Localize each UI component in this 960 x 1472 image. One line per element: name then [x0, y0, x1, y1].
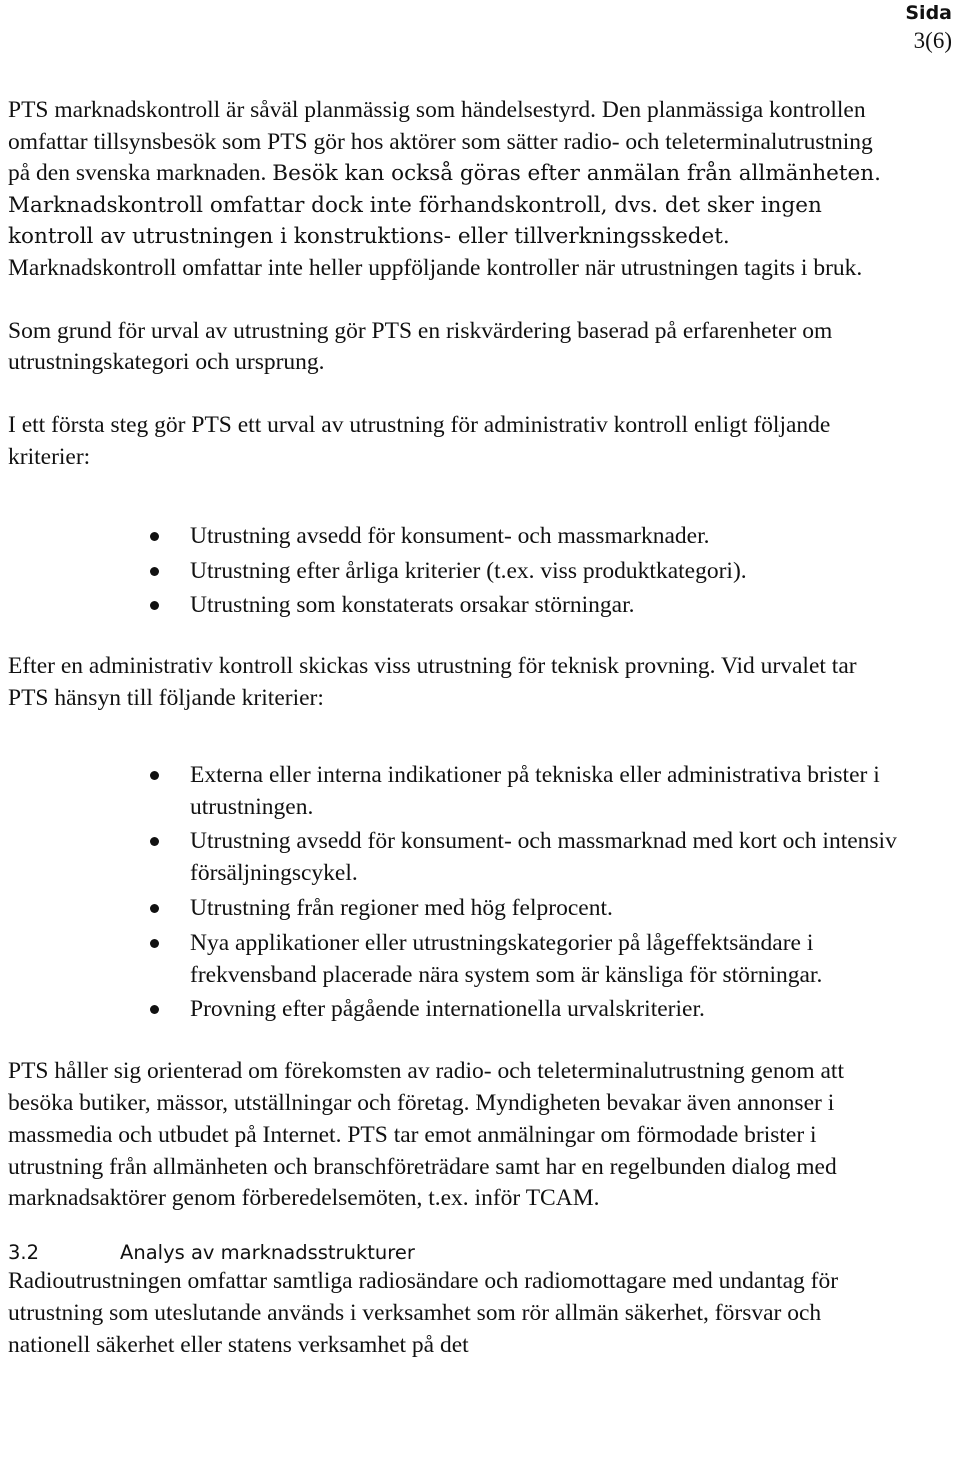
list-item-text: Utrustning som konstaterats orsakar störningar.	[190, 592, 635, 619]
list-item-text: Externa eller interna indikationer på tekniska eller administrativa brister i utrustningen.	[190, 761, 880, 820]
section-title: Analys av marknadsstrukturer	[120, 1241, 415, 1265]
bullet-icon	[150, 601, 159, 610]
list-item	[8, 521, 898, 553]
paragraph-segment: PTS marknadskontroll är såväl planmässig som händelsestyrd. Den planmässiga kontrollen omfattar tillsynsbesök som PTS gör hos aktörer som sätter radio- och teleterminalutrustning på den svenska marknaden.	[8, 97, 873, 187]
list-item	[8, 760, 898, 824]
list-item-text: Nya applikationer eller utrustningskategorier på lågeffektsändare i frekvensband placerade nära system som är känsliga för störningar.	[190, 929, 823, 988]
list-item	[8, 826, 898, 890]
paragraph-market-control	[8, 95, 898, 285]
list-item	[8, 928, 898, 992]
testing-criteria-list	[8, 760, 898, 1026]
list-item-text: Utrustning från regioner med hög felprocent.	[190, 894, 613, 921]
section-number: 3.2	[8, 1241, 40, 1265]
list-item	[8, 994, 898, 1026]
bullet-icon	[150, 567, 159, 576]
list-item-text: Utrustning avsedd för konsument- och massmarknad med kort och intensiv försäljningscykel.	[190, 828, 897, 887]
list-item	[8, 556, 898, 588]
admin-criteria-list	[8, 521, 898, 622]
paragraph-segment: Marknadskontroll omfattar inte heller uppföljande kontroller när utrustningen tagits i bruk.	[8, 254, 863, 281]
list-item	[8, 893, 898, 925]
bullet-icon	[150, 532, 159, 541]
paragraph-segment: Besök kan också göras efter anmälan från allmänheten. Marknadskontroll omfattar dock inte förhandskontroll, dvs. det sker ingen kontroll av utrustningen i konstruktions- eller tillverkningsskedet.	[8, 161, 881, 250]
bullet-icon	[150, 1005, 159, 1014]
bullet-icon	[150, 771, 159, 780]
paragraph-technical-testing: Efter en administrativ kontroll skickas viss utrustning för teknisk provning. Vid urvalet tar PTS hänsyn till följande kriterier:	[8, 653, 857, 711]
bullet-icon	[150, 904, 159, 913]
section-heading	[8, 1240, 898, 1266]
list-item-text: Provning efter pågående internationella urvalskriterier.	[190, 996, 705, 1023]
list-item	[8, 590, 898, 622]
paragraph-selection-basis: Som grund för urval av utrustning gör PTS en riskvärdering baserad på erfarenheter om utrustningskategori och ursprung.	[8, 317, 833, 376]
paragraph-monitoring: PTS håller sig orienterad om förekomsten av radio- och teleterminalutrustning genom att besöka butiker, mässor, utställningar och företag. Myndigheten bevakar även annonser i massmedia och utbudet på Internet. PTS tar emot anmälningar om förmodade brister i utrustning från allmänheten och branschföreträdare samt har en regelbunden dialog med marknadsaktörer genom förberedelsemöten, t.ex. inför TCAM.	[8, 1058, 844, 1212]
document-body	[8, 95, 898, 1361]
page-header	[905, 0, 952, 56]
list-item-text: Utrustning avsedd för konsument- och massmarknader.	[190, 522, 710, 549]
page-number: 3(6)	[913, 28, 952, 53]
bullet-icon	[150, 939, 159, 948]
paragraph-first-step: I ett första steg gör PTS ett urval av utrustning för administrativ kontroll enligt följande kriterier:	[8, 412, 831, 470]
list-item-text: Utrustning efter årliga kriterier (t.ex. viss produktkategori).	[190, 557, 747, 584]
page-label: Sida	[905, 2, 952, 24]
bullet-icon	[150, 837, 159, 846]
paragraph-radio-equipment: Radioutrustningen omfattar samtliga radiosändare och radiomottagare med undantag för utrustning som uteslutande används i verksamhet som rör allmän säkerhet, försvar och nationell säkerhet eller statens verksamhet på det	[8, 1268, 839, 1358]
